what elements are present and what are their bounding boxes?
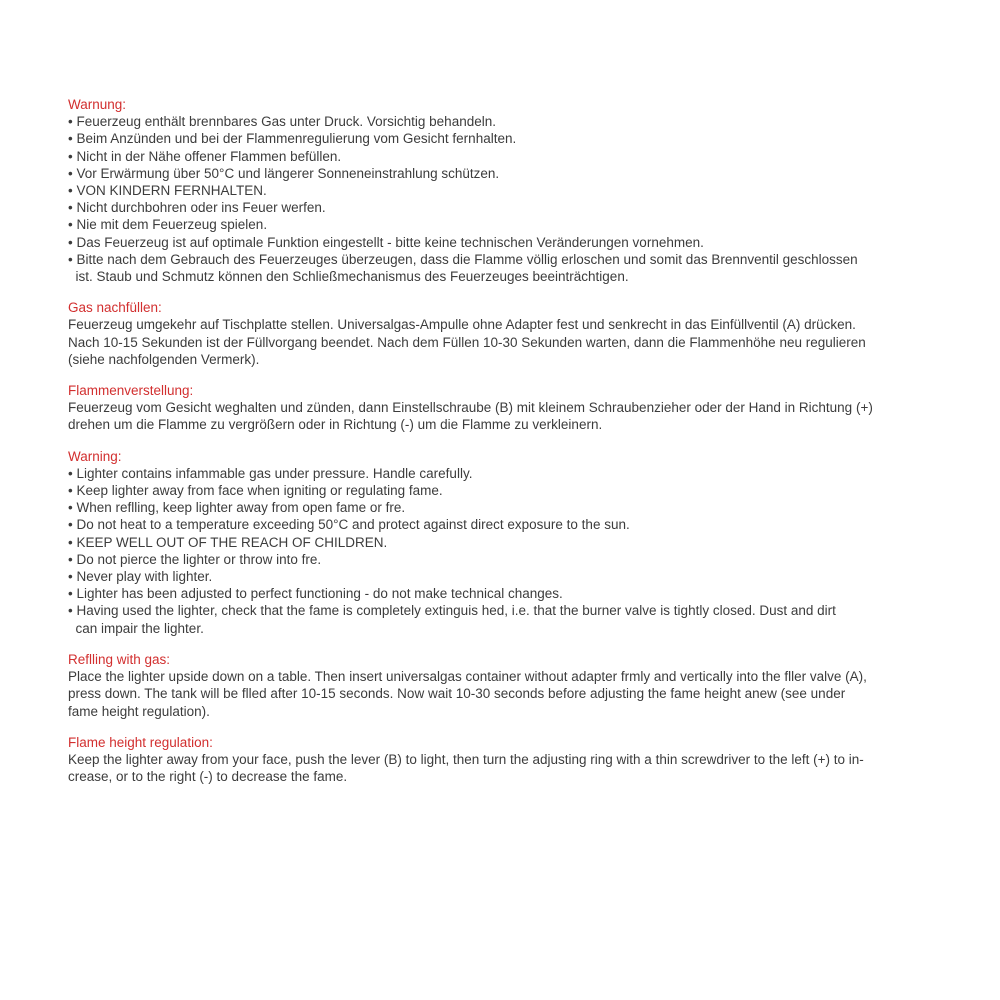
text-line: fame height regulation). [68,703,210,719]
section-heading: Reflling with gas: [68,651,171,667]
text-line: • Feuerzeug enthält brennbares Gas unter Druck. Vorsichtig behandeln. [68,114,496,130]
text-line: • Lighter has been adjusted to perfect functioning - do not make technical changes. [68,586,563,602]
text-line: Feuerzeug vom Gesicht weghalten und zünden, dann Einstellschraube (B) mit kleinem Schraubenzieher oder der Hand in Richtung (+) [68,400,873,416]
text-line: • Nicht durchbohren oder ins Feuer werfen. [68,200,326,216]
text-line: • Having used the lighter, check that the fame is completely extinguis hed, i.e. that the burner valve is tightly closed. Dust and dirt [68,603,836,619]
text-line: • Keep lighter away from face when igniting or regulating fame. [68,483,443,499]
text-line: • Do not pierce the lighter or throw into fre. [68,551,322,567]
text-line: Keep the lighter away from your face, push the lever (B) to light, then turn the adjusting ring with a thin screwdriver to the left (+) to in- [68,751,864,767]
section [68,382,978,434]
text-line: • Das Feuerzeug ist auf optimale Funktion eingestellt - bitte keine technischen Veränderungen vornehmen. [68,234,704,250]
text-line: • KEEP WELL OUT OF THE REACH OF CHILDREN. [68,534,388,550]
section [68,651,978,720]
text-line: Feuerzeug umgekehr auf Tischplatte stellen. Universalgas-Ampulle ohne Adapter fest und senkrecht in das Einfüllventil (A) drücken. [68,317,856,333]
text-line: Nach 10-15 Sekunden ist der Füllvorgang beendet. Nach dem Füllen 10-30 Sekunden warten, dann die Flammenhöhe neu regulieren [68,334,866,350]
section-heading: Flammenverstellung: [68,383,194,399]
section [68,299,978,368]
section [68,734,978,786]
section [68,448,978,637]
text-line: • VON KINDERN FERNHALTEN. [68,183,267,199]
section [68,96,978,285]
section-heading: Warnung: [68,97,127,112]
text-line: • Bitte nach dem Gebrauch des Feuerzeuges überzeugen, dass die Flamme völlig erloschen und somit das Brennventil geschlossen [68,251,858,267]
text-line: ist. Staub und Schmutz können den Schließmechanismus des Feuerzeuges beeinträchtigen. [68,269,629,285]
section-heading: Gas nachfüllen: [68,300,162,316]
instructions-content [68,96,978,799]
text-line: • Nicht in der Nähe offener Flammen befüllen. [68,148,342,164]
text-line: press down. The tank will be flled after 10-15 seconds. Now wait 10-30 seconds before adjusting the fame height anew (see under [68,686,846,702]
text-line: (siehe nachfolgenden Vermerk). [68,351,260,367]
text-line: crease, or to the right (-) to decrease the fame. [68,769,348,785]
text-line: • When reflling, keep lighter away from open fame or fre. [68,500,406,516]
text-line: • Lighter contains infammable gas under pressure. Handle carefully. [68,465,473,481]
text-line: Place the lighter upside down on a table. Then insert universalgas container without adapter frmly and vertically into the fller valve (A), [68,669,867,685]
section-heading: Flame height regulation: [68,734,213,750]
text-line: can impair the lighter. [68,620,204,636]
text-line: drehen um die Flamme zu vergrößern oder in Richtung (-) um die Flamme zu verkleinern. [68,417,603,433]
text-line: • Do not heat to a temperature exceeding 50°C and protect against direct exposure to the sun. [68,517,630,533]
text-line: • Beim Anzünden und bei der Flammenregulierung vom Gesicht fernhalten. [68,131,517,147]
text-line: • Vor Erwärmung über 50°C und längerer Sonneneinstrahlung schützen. [68,165,500,181]
text-line: • Never play with lighter. [68,569,213,585]
section-heading: Warning: [68,448,122,464]
text-line: • Nie mit dem Feuerzeug spielen. [68,217,268,233]
